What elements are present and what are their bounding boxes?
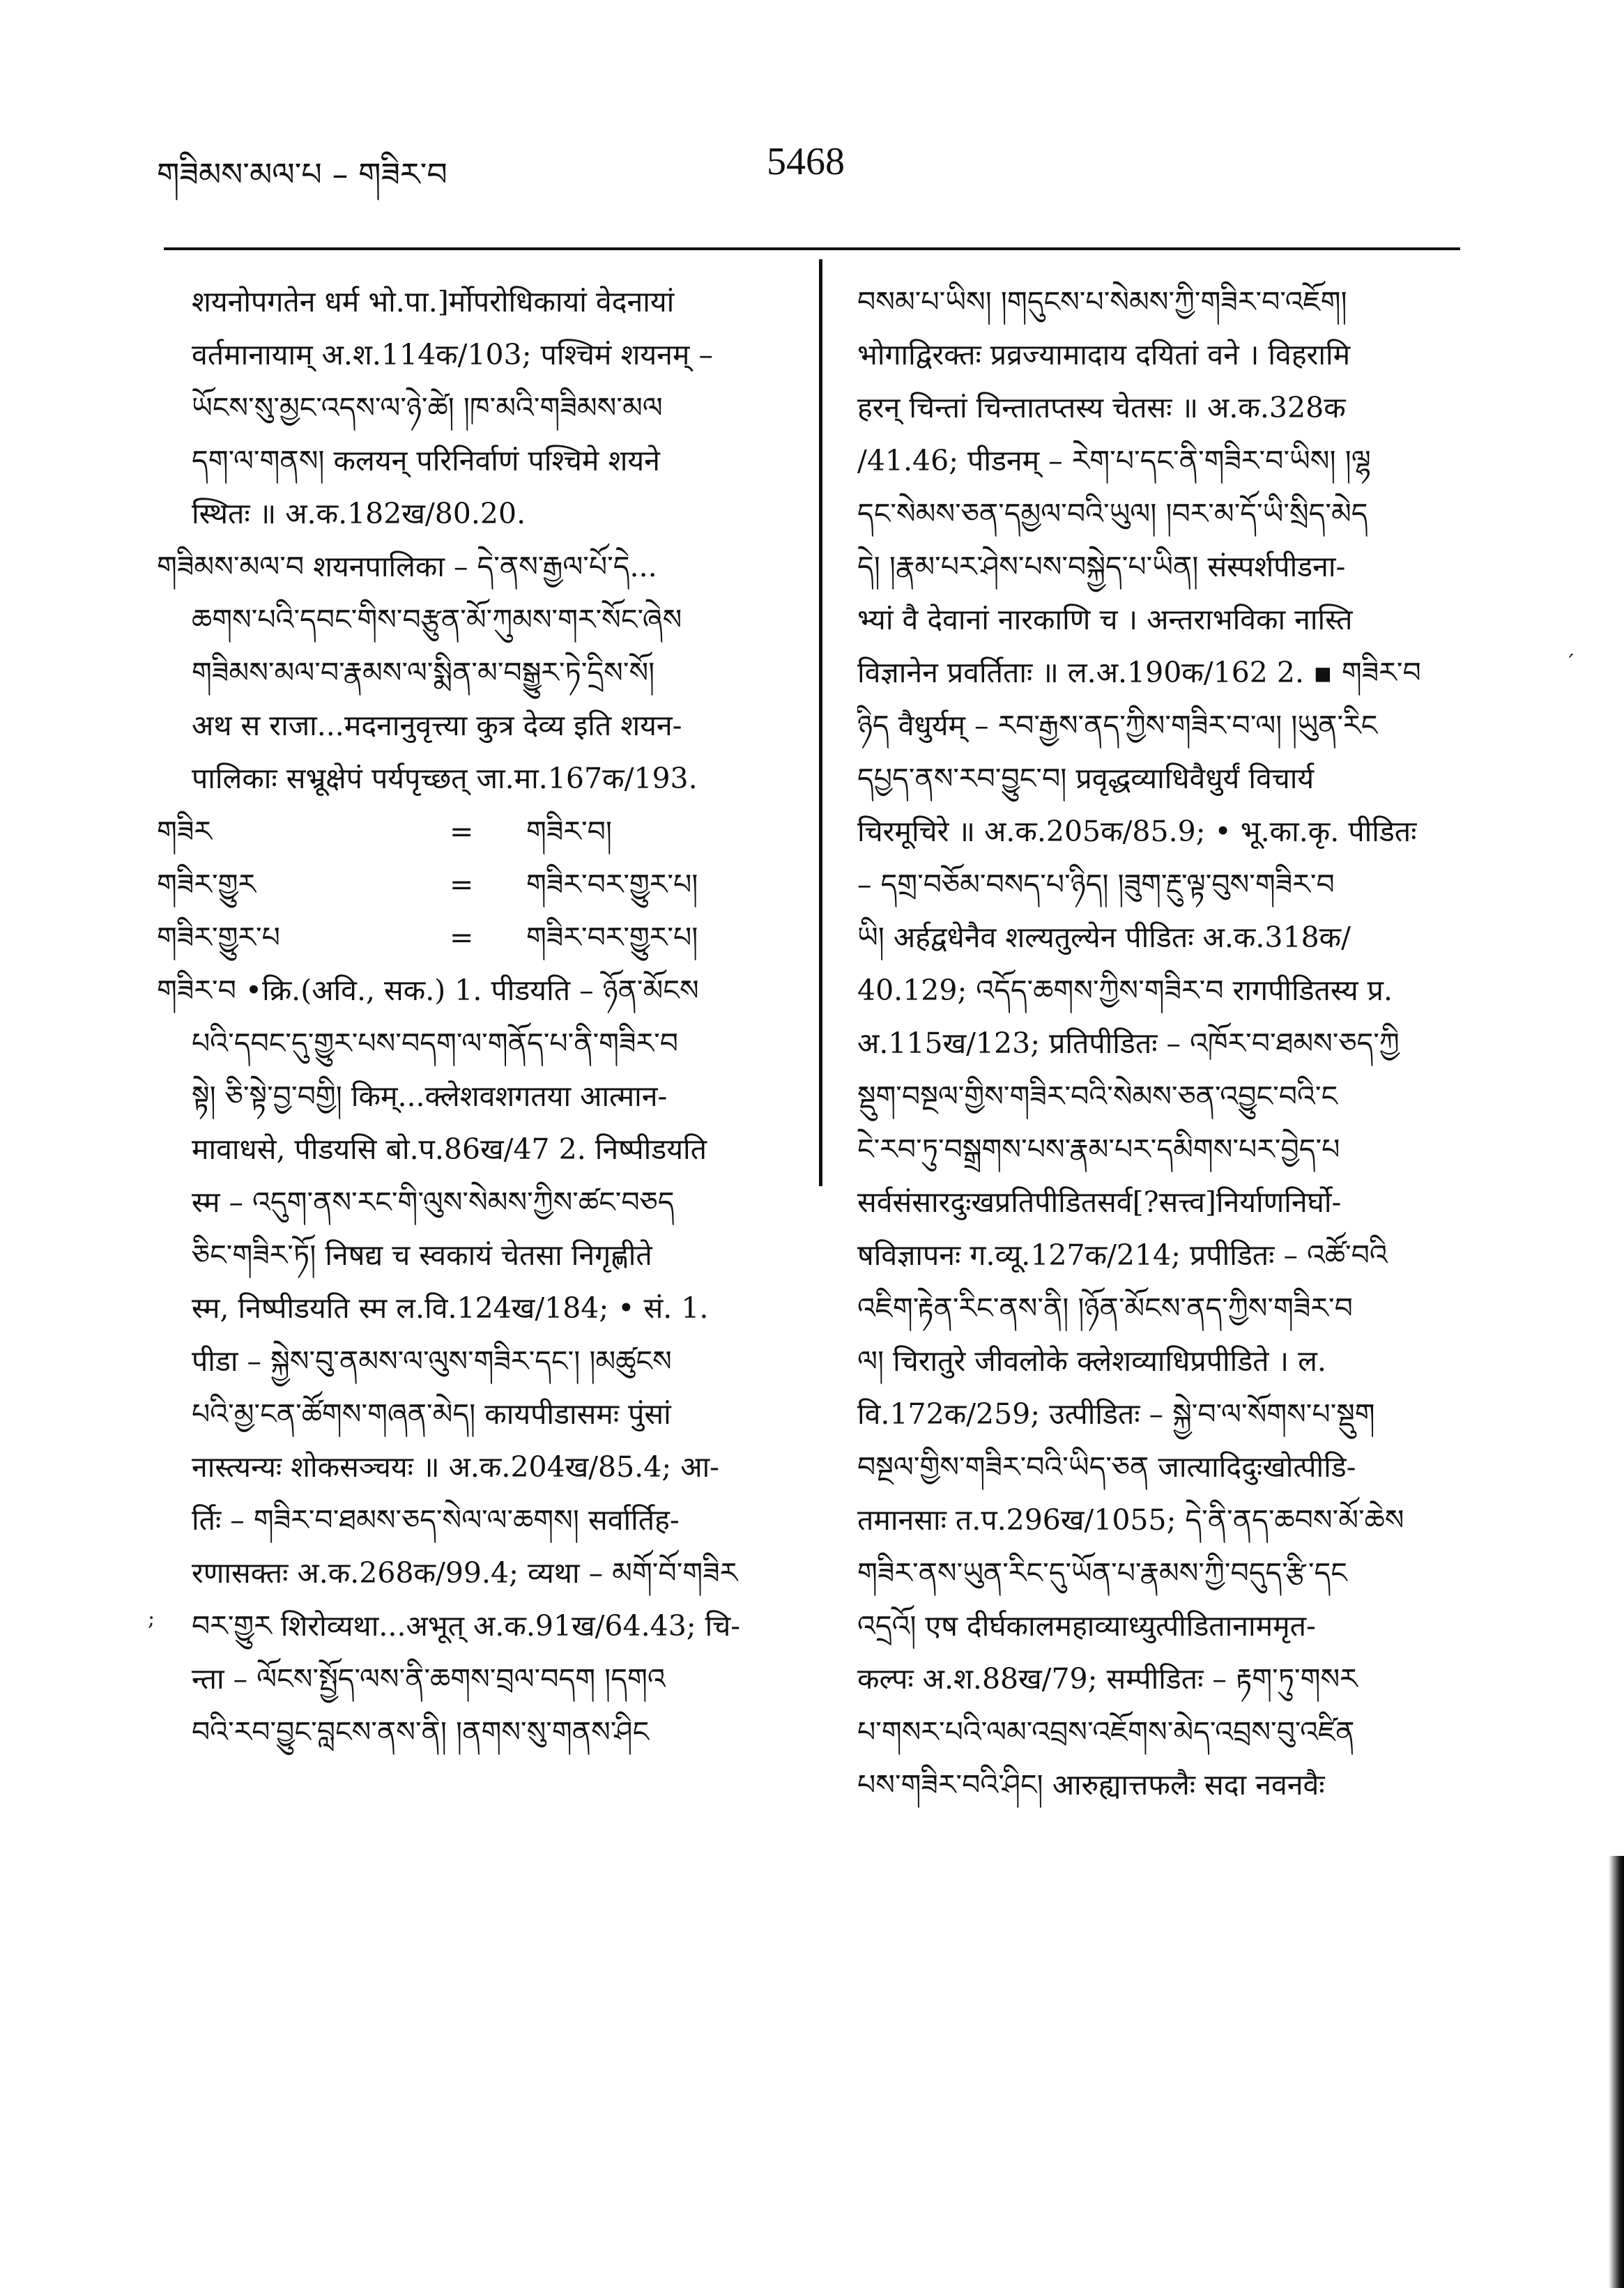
text-line: न्ता – ལོངས་སྤྱོད་ལས་ནི་ཆགས་བྲལ་བདག །དགའ <box>192 1662 666 1696</box>
text-line: स्म – འདུག་ནས་རང་གི་ལུས་སེམས་ཀྱིས་ཚང་བཅད <box>192 1185 675 1219</box>
text-line: གཟིམས་མལ་བ शयनपालिका – དེ་ནས་རྒྱལ་པོ་དེ... <box>157 550 657 583</box>
text-line: नास्त्यन्यः शोकसञ्चयः ॥ अ.क.204ख/85.4; आ- <box>192 1450 719 1484</box>
cross-ref-target: གཟིར་བར་གྱུར་པ། <box>526 868 698 901</box>
text-line: ཆགས་པའི་དབང་གིས་བརྩུན་མོ་ཀུམས་གར་སོང་ཞེས <box>192 603 682 636</box>
left-entries-b <box>157 964 788 1758</box>
text-line: – དགྲ་བཅོམ་བསད་པ་ཉིད། །ཟུག་རྔུ་ལྟ་བུས་གཟིར་བ <box>857 868 1335 901</box>
right-column <box>857 275 1471 1811</box>
text-line: तमानसाः त.प.296ख/1055; དེ་ནི་ནད་ཆབས་མོ་ཆེས <box>857 1503 1404 1537</box>
cross-ref-head: གཟིར <box>157 815 212 848</box>
text-line: /41.46; पीडनम् – རེག་པ་དང་ནི་གཟིར་བ་ཡིས། །ལྷ <box>857 444 1371 477</box>
left-margin-colon: ; <box>148 1606 155 1631</box>
cross-ref-target: གཟིར་བ། <box>526 815 612 848</box>
cross-ref-equals: = <box>450 921 474 954</box>
cross-ref-row <box>157 805 788 858</box>
text-line: भ्यां वै देवानां नारकाणि च । अन्तराभविका नास्ति <box>857 603 1353 636</box>
cross-ref-equals: = <box>450 815 474 848</box>
text-line: དག་ལ་གནས། कलयन् परिनिर्वाणं पश्चिमे शयने <box>192 444 660 477</box>
text-line: དེ། །རྣམ་པར་ཤེས་པས་བསྐྱེད་པ་ཡིན། संस्पर्शपीडना- <box>857 550 1346 583</box>
text-line: अ.115ख/123; प्रतिपीडितः – འཁོར་བ་ཐམས་ཅད་ཀྱི <box>857 1027 1400 1060</box>
text-line: པ་གསར་པའི་ལམ་འབྲས་འཇོགས་མེད་འབྲས་བུ་འཛིན <box>857 1715 1355 1749</box>
text-line: भोगाद्विरक्तः प्रव्रज्यामादाय दयितां वने । विहरामि <box>857 338 1351 371</box>
text-line: པའི་མྱ་ངན་ཚོགས་གཞན་མེད། कायपीडासमः पुंसां <box>192 1397 671 1431</box>
text-line: पीडा – སྐྱེས་བུ་ནམས་ལ་ལུས་གཟིར་དང་། །མཚུངས <box>192 1344 672 1378</box>
cross-ref-row <box>157 911 788 964</box>
running-head: གཟིམས་མལ་པ – གཟིར་བ <box>157 155 447 193</box>
text-line: བསྔལ་གྱིས་གཟིར་བའི་ཡིད་ཅན जात्यादिदुःखोत्पीडि- <box>857 1450 1356 1484</box>
text-line: དང་སེམས་ཅན་དམྱལ་བའི་ཡུལ། །བར་མ་དོ་ཡི་སྲིད་མེད <box>857 497 1368 530</box>
text-line: हरन् चिन्तां चिन्तातप्तस्य चेतसः ॥ अ.क.328क <box>857 391 1346 424</box>
text-line: སྟེ། ཅི་སྟེ་བྱ་བགྱི། किम्...क्लेशवशगतया आत्मान- <box>192 1080 668 1113</box>
text-line: ངེ་རབ་ཏུ་བསྒྲགས་པས་རྣམ་པར་དམིགས་པར་བྱེད་པ <box>857 1133 1340 1166</box>
text-line: གཟིམས་མལ་བ་རྣམས་ལ་སྨིན་མ་བསྒྱུར་ཏེ་དྲིས་སོ། <box>192 656 655 689</box>
page-edge-shadow <box>1609 1856 1624 2288</box>
cross-references <box>157 805 788 964</box>
text-line: འདྲའོ། एष दीर्घकालमहाव्याध्युत्पीडितानाममृत- <box>857 1609 1316 1643</box>
page-number: 5468 <box>767 140 845 183</box>
cross-ref-target: གཟིར་བར་གྱུར་པ། <box>526 921 698 954</box>
text-line: अथ स राजा...मदनानुवृत्त्या कुत्र देव्य इति शयन- <box>192 709 682 742</box>
column-divider <box>819 259 822 1186</box>
header-rule <box>164 247 1460 250</box>
text-line: བསམ་པ་ཡིས། །གདུངས་པ་སེམས་ཀྱི་གཟིར་བ་འཇོག། <box>857 285 1347 318</box>
cross-ref-head: གཟིར་གྱུར་པ <box>157 921 280 954</box>
text-line: ཡོངས་སུ་མྱང་འདས་ལ་ཉེ་ཚེ། །ཁ་མའི་གཟིམས་མལ <box>192 391 663 424</box>
text-line: བར་གྱུར शिरोव्यथा...अभूत् अ.क.91ख/64.43; चि- <box>192 1609 741 1643</box>
text-line: པས་གཟིར་བའི་ཤིང། आरुह्यात्तफलैः सदा नवनवैः <box>857 1768 1325 1802</box>
text-line: मावाधसे, पीडयसि बो.प.86ख/47 2. निष्पीडयति <box>192 1133 707 1166</box>
text-line: 40.129; འདོད་ཆགས་ཀྱིས་གཟིར་བ रागपीडितस्य प्र. <box>857 974 1393 1007</box>
text-line: सर्वसंसारदुःखप्रतिपीडितसर्व[?सत्त्व]निर्याणनिर्घो- <box>857 1185 1342 1219</box>
text-line: र्तिः – གཟིར་བ་ཐམས་ཅད་སེལ་ལ་ཆགས། सर्वार्तिह- <box>192 1503 680 1537</box>
text-line: वर्तमानायाम् अ.श.114क/103; पश्चिमं शयनम् – <box>192 338 713 371</box>
text-line: शयनोपगतेन धर्म भो.पा.]र्मोपरोधिकायां वेदनायां <box>192 285 675 318</box>
text-line: स्थितः ॥ अ.क.182ख/80.20. <box>192 497 526 530</box>
text-line: ཉིད वैधुर्यम् – རབ་རྒྱས་ནད་ཀྱིས་གཟིར་བ་ལ། །ཡུན་རིང <box>857 709 1378 742</box>
text-line: कल्पः अ.श.88ख/79; सम्पीडितः – རྟག་ཏུ་གསར <box>857 1662 1358 1696</box>
text-line: पालिकाः सभ्रूक्षेपं पर्यपृच्छत् जा.मा.167क/193. <box>192 762 698 795</box>
cross-ref-head: གཟིར་གྱུར <box>157 868 256 901</box>
left-entries-a <box>157 275 788 805</box>
text-line: འཇིག་རྟེན་རིང་ནས་ནི། །ཉོན་མོངས་ནད་ཀྱིས་གཟིར་བ <box>857 1291 1353 1325</box>
text-line: བའི་རབ་བྱུང་བླངས་ནས་ནི། །ནགས་སུ་གནས་ཤིང <box>192 1715 650 1749</box>
text-line: ཅིང་གཟིར་ཏོ། निषद्य च स्वकायं चेतसा निगृह्णीते <box>192 1238 652 1272</box>
cross-ref-equals: = <box>450 868 474 901</box>
text-line: ཡི། अर्हद्वधेनैव शल्यतुल्येन पीडितः अ.क.318क/ <box>857 921 1351 954</box>
text-line: དཔྱད་ནས་རབ་བྱུང་བ། प्रवृद्धव्याधिवैधुर्यं विचार्य <box>857 762 1315 795</box>
left-column <box>157 275 788 1758</box>
text-line: रणासक्तः अ.क.268क/99.4; व्यथा – མགོ་བོ་གཟིར <box>192 1556 738 1590</box>
text-line: वि.172क/259; उत्पीडितः – སྐྱེ་བ་ལ་སོགས་པ་སྡུག <box>857 1397 1375 1431</box>
margin-tick: ˊ <box>1565 652 1575 676</box>
cross-ref-row <box>157 858 788 911</box>
text-line: གཟིར་བ •क्रि.(अवि., सक.) 1. पीडयति – ཉོན་མོངས <box>157 974 699 1007</box>
text-line: ལ། चिरातुरे जीवलोके क्लेशव्याधिप्रपीडिते । ल. <box>857 1344 1326 1378</box>
text-line: གཟིར་ནས་ཡུན་རིང་དུ་ཡོན་པ་རྣམས་ཀྱི་བདུད་རྩི་དང <box>857 1556 1347 1590</box>
text-line: པའི་དབང་དུ་གྱུར་པས་བདག་ལ་གནོད་པ་ནི་གཟིར་བ <box>192 1027 679 1060</box>
text-line: विज्ञानेन प्रवर्तिताः ॥ ल.अ.190क/162 2. ▪ གཟིར་བ <box>857 656 1421 689</box>
right-entries <box>857 275 1471 1811</box>
text-line: स्म, निष्पीडयति स्म ल.वि.124ख/184; • सं. 1. <box>192 1291 709 1325</box>
text-line: चिरमूचिरे ॥ अ.क.205क/85.9; • भू.का.कृ. पीडितः <box>857 815 1417 848</box>
text-line: षविज्ञापनः ग.व्यू.127क/214; प्रपीडितः – འཚོ་བའི <box>857 1238 1388 1272</box>
text-line: སྡུག་བསྔལ་གྱིས་གཟིར་བའི་སེམས་ཅན་འབྱུང་བའི་ང <box>857 1080 1338 1113</box>
